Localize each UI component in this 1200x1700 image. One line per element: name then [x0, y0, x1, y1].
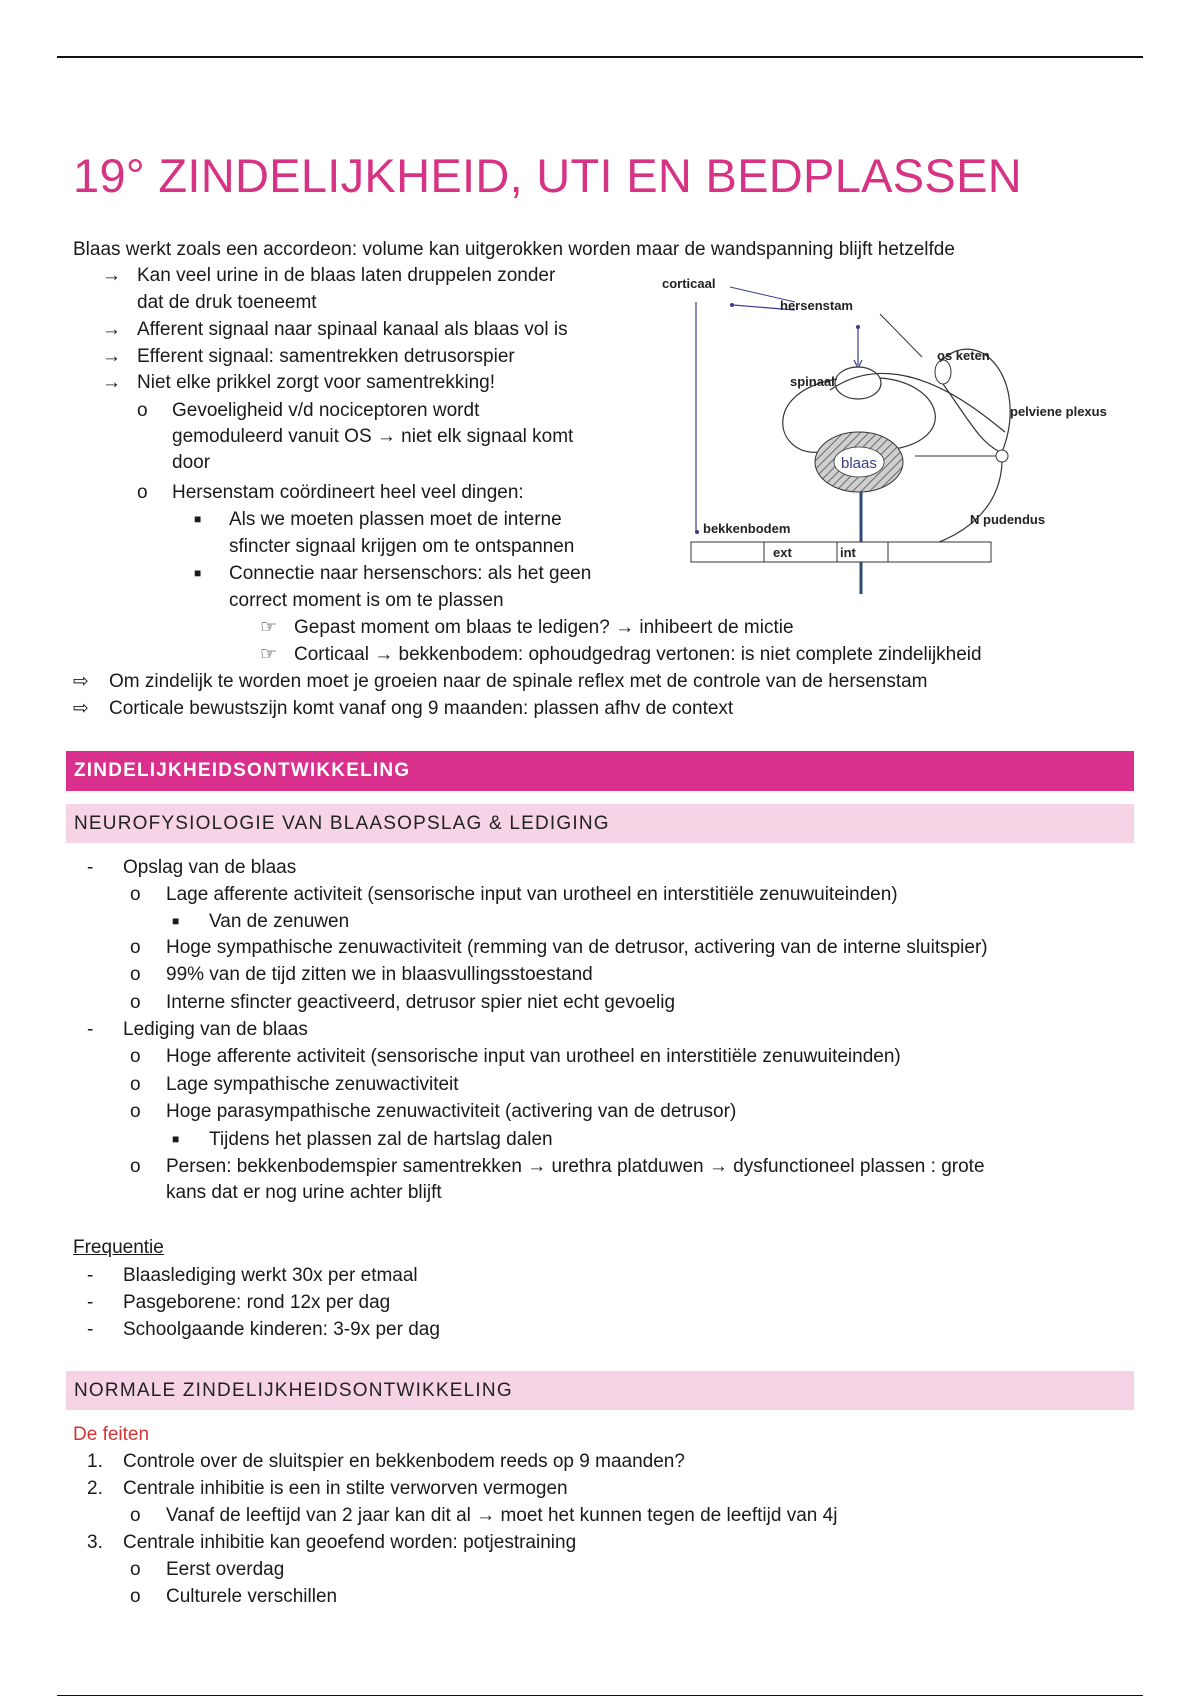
frequency-item-3: Schoolgaande kinderen: 3-9x per dag [123, 1319, 440, 1340]
circle-bullet: o [130, 937, 141, 958]
storage-item-3: 99% van de tijd zitten we in blaasvullingsstoestand [166, 964, 593, 985]
square-bullet: ■ [172, 914, 180, 928]
subsection-heading-text: NORMALE ZINDELIJKHEIDSONTWIKKELING [74, 1380, 513, 1401]
intro-arrow-1a: Kan veel urine in de blaas laten druppelen zonder [137, 265, 556, 286]
circle-bullet: o [130, 1046, 141, 1067]
fact-item-1: Controle over de sluitspier en bekkenbodem reeds op 9 maanden? [123, 1451, 685, 1472]
circle-bullet: o [130, 1156, 141, 1177]
label-spinaal: spinaal [790, 374, 835, 389]
intro-arrow-1b: dat de druk toeneemt [137, 292, 317, 313]
storage-item-4: Interne sfincter geactiveerd, detrusor spier niet echt gevoelig [166, 992, 676, 1013]
page-title: 19° ZINDELIJKHEID, UTI EN BEDPLASSEN [73, 149, 1022, 202]
arrow-bullet: → [102, 346, 121, 367]
section-heading-zindelijkheidsontwikkeling [66, 751, 1134, 791]
dot [856, 325, 860, 329]
bladder-innervation-diagram [640, 262, 1140, 602]
storage-item-1: Lage afferente activiteit (sensorische input van urotheel en interstitiële zenuwuiteinden) [166, 884, 898, 905]
label-pelviene-plexus: pelviene plexus [1010, 404, 1107, 419]
intro-hand-2: Corticaal → bekkenbodem: ophoudgedrag vertonen: is niet complete zindelijkheid [294, 644, 982, 665]
intro-sub-1b: gemoduleerd vanuit OS → niet elk signaal komt [172, 426, 574, 447]
label-int: int [840, 545, 856, 560]
fact-item-3a: Eerst overdag [166, 1559, 285, 1580]
open-arrow-bullet: ⇨ [73, 698, 89, 719]
intro-sub-1c: door [172, 452, 211, 473]
storage-item-2: Hoge sympathische zenuwactiviteit (remming van de detrusor, activering van de interne sluitspier) [166, 937, 988, 958]
storage-item-1a: Van de zenuwen [209, 911, 350, 932]
intro-open-1: Om zindelijk te worden moet je groeien naar de spinale reflex met de controle van de hersenstam [109, 671, 928, 692]
label-blaas: blaas [841, 455, 877, 472]
intro-hand-1: Gepast moment om blaas te ledigen? → inhibeert de mictie [294, 617, 794, 638]
emptying-item-3a: Tijdens het plassen zal de hartslag dalen [209, 1129, 553, 1150]
fact-item-2a: Vanaf de leeftijd van 2 jaar kan dit al → moet het kunnen tegen de leeftijd van 4j [166, 1505, 838, 1526]
intro-sq-2a: Connectie naar hersenschors: als het geen [229, 563, 592, 584]
dash-bullet: - [87, 1292, 94, 1313]
bottom-rule [57, 1695, 1143, 1696]
circle-bullet: o [130, 1586, 141, 1607]
circle-bullet: o [130, 992, 141, 1013]
dash-bullet: - [87, 1265, 94, 1286]
os-keten-node [935, 360, 951, 384]
circle-bullet: o [130, 1559, 141, 1580]
frequency-item-2: Pasgeborene: rond 12x per dag [123, 1292, 391, 1313]
pelviene-plexus-node [996, 450, 1008, 462]
arrow-bullet: → [102, 265, 121, 286]
emptying-item-2: Lage sympathische zenuwactiviteit [166, 1074, 459, 1095]
storage-heading: Opslag van de blaas [123, 857, 297, 878]
arrow-bullet: → [102, 372, 121, 393]
spinaal-loop-right [880, 378, 935, 449]
fact-item-2: Centrale inhibitie is een in stilte verworven vermogen [123, 1478, 568, 1499]
subsection-heading-neurofysiologie [66, 804, 1134, 843]
dot [695, 530, 699, 534]
circle-bullet: o [130, 1505, 141, 1526]
dot [730, 303, 734, 307]
intro-sq-1a: Als we moeten plassen moet de interne [229, 509, 562, 530]
intro-lead: Blaas werkt zoals een accordeon: volume kan uitgerokken worden maar de wandspanning blijft hetzelfde [73, 239, 955, 260]
frequency-heading: Frequentie [73, 1237, 164, 1258]
label-n-pudendus: N pudendus [970, 512, 1046, 527]
emptying-item-4b: kans dat er nog urine achter blijft [166, 1182, 442, 1203]
dash-bullet: - [87, 1319, 94, 1340]
intro-sub-2: Hersenstam coördineert heel veel dingen: [172, 482, 524, 503]
emptying-item-1: Hoge afferente activiteit (sensorische input van urotheel en interstitiële zenuwuiteinden) [166, 1046, 901, 1067]
intro-arrow-3: Efferent signaal: samentrekken detrusorspier [137, 346, 515, 367]
pelvic-loop [940, 349, 1010, 452]
open-arrow-bullet: ⇨ [73, 671, 89, 692]
circle-bullet: o [130, 884, 141, 905]
emptying-item-3: Hoge parasympathische zenuwactiviteit (activering van de detrusor) [166, 1101, 737, 1122]
os-keten-line [880, 314, 922, 357]
dash-bullet: - [87, 857, 94, 878]
circle-bullet: o [137, 400, 148, 421]
label-bekkenbodem: bekkenbodem [703, 521, 791, 536]
square-bullet: ■ [194, 566, 202, 580]
list-number: 3. [87, 1532, 103, 1553]
circle-bullet: o [137, 482, 148, 503]
label-ext: ext [773, 545, 792, 560]
square-bullet: ■ [172, 1132, 180, 1146]
emptying-heading: Lediging van de blaas [123, 1019, 308, 1040]
intro-arrow-2: Afferent signaal naar spinaal kanaal als blaas vol is [137, 319, 568, 340]
intro-sq-1b: sfincter signaal krijgen om te ontspannen [229, 536, 575, 557]
square-bullet: ■ [194, 512, 202, 526]
top-rule [57, 56, 1143, 58]
circle-bullet: o [130, 964, 141, 985]
intro-open-2: Corticale bewustszijn komt vanaf ong 9 maanden: plassen afhv de context [109, 698, 734, 719]
arrow-bullet: → [102, 319, 121, 340]
fact-item-3: Centrale inhibitie kan geoefend worden: potjestraining [123, 1532, 577, 1553]
intro-arrow-4: Niet elke prikkel zorgt voor samentrekking! [137, 372, 495, 393]
hand-bullet: ☞ [260, 644, 278, 665]
label-corticaal: corticaal [662, 276, 716, 291]
frequency-item-1: Blaaslediging werkt 30x per etmaal [123, 1265, 418, 1286]
subsection-heading-text: NEUROFYSIOLOGIE VAN BLAASOPSLAG & LEDIGING [74, 813, 610, 834]
label-hersenstam: hersenstam [780, 298, 853, 313]
subsection-heading-normale-ontwikkeling [66, 1371, 1134, 1410]
section-heading-text: ZINDELIJKHEIDSONTWIKKELING [74, 760, 411, 781]
label-os-keten: os keten [937, 348, 990, 363]
circle-bullet: o [130, 1074, 141, 1095]
list-number: 2. [87, 1478, 103, 1499]
fact-item-3b: Culturele verschillen [166, 1586, 338, 1607]
emptying-item-4a: Persen: bekkenbodemspier samentrekken → urethra platduwen → dysfunctioneel plassen : grote [166, 1156, 985, 1177]
hand-bullet: ☞ [260, 617, 278, 638]
list-number: 1. [87, 1451, 103, 1472]
circle-bullet: o [130, 1101, 141, 1122]
dash-bullet: - [87, 1019, 94, 1040]
intro-sq-2b: correct moment is om te plassen [229, 590, 504, 611]
facts-heading: De feiten [73, 1424, 150, 1445]
intro-sub-1a: Gevoeligheid v/d nociceptoren wordt [172, 400, 480, 421]
